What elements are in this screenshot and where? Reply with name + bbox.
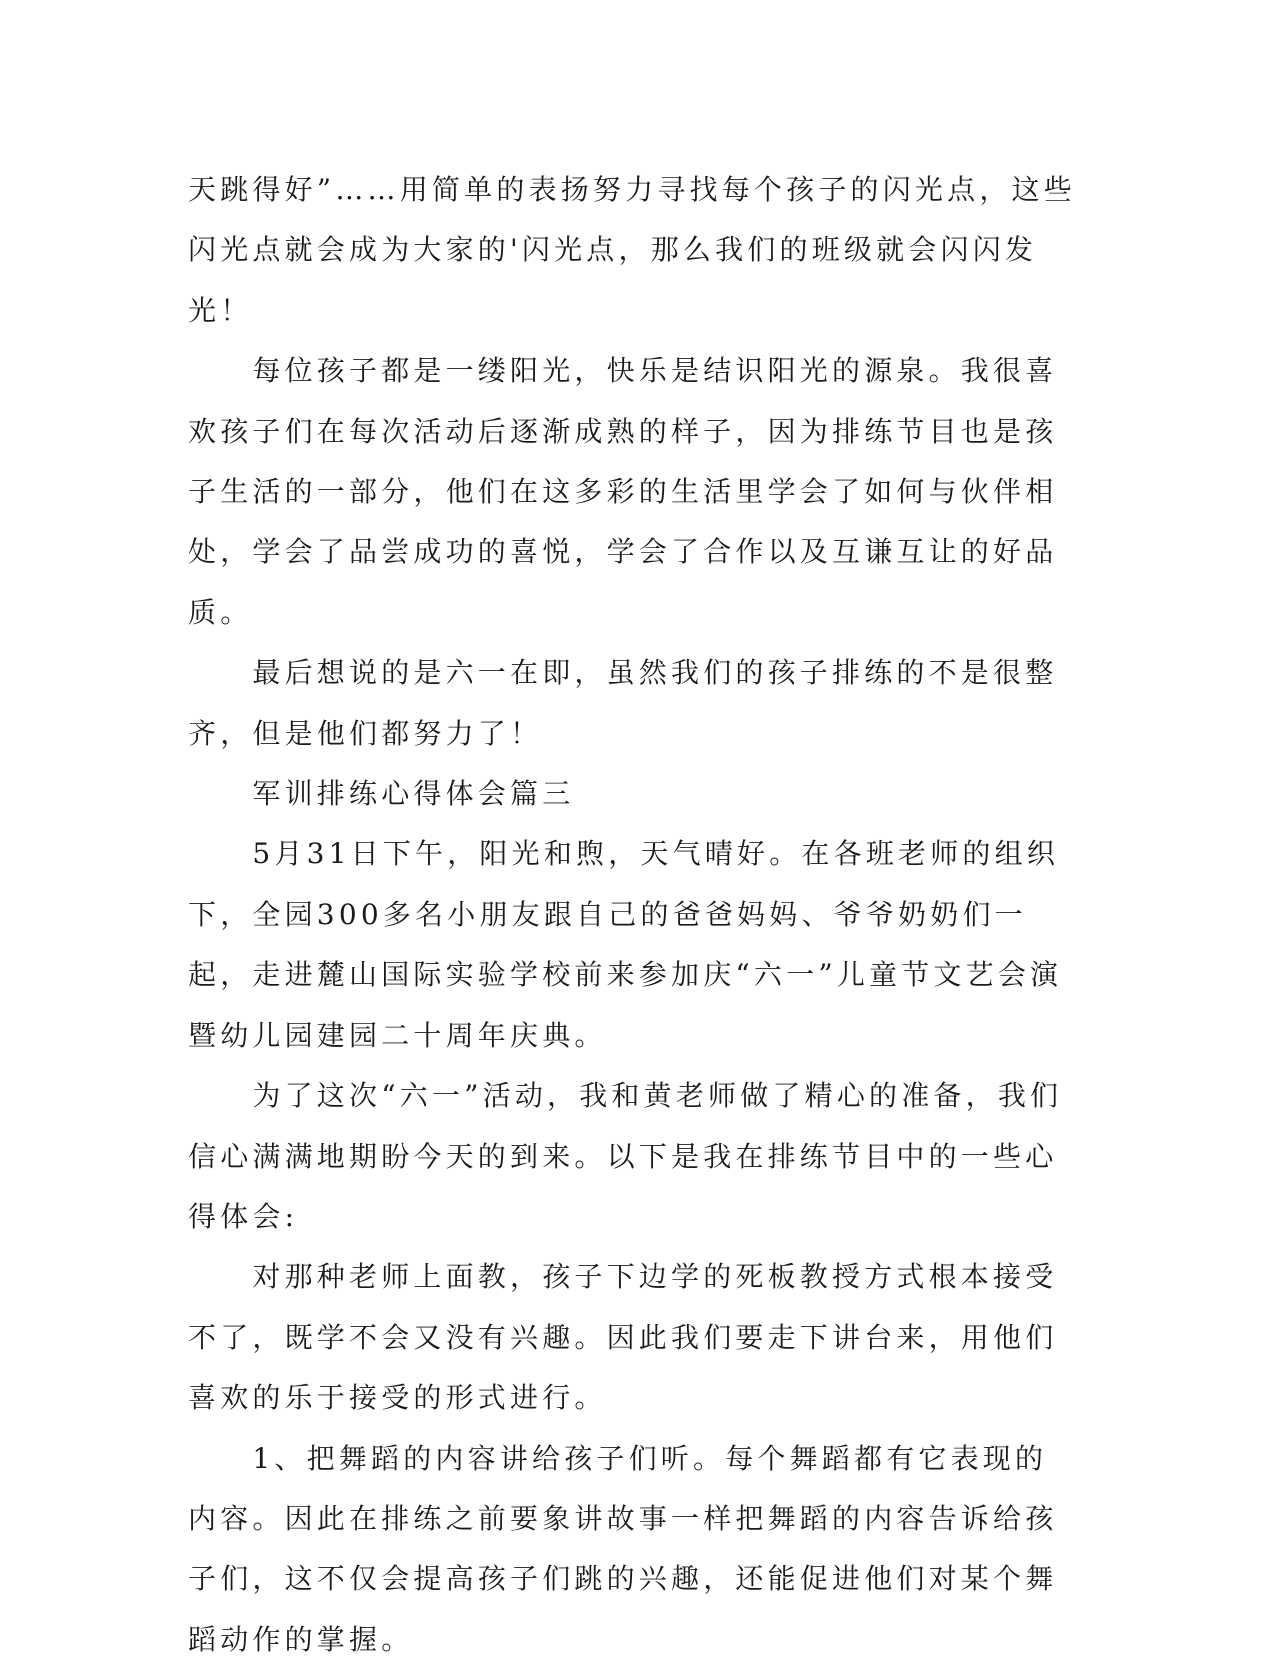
paragraph-teaching-method: 对那种老师上面教，孩子下边学的死板教授方式根本接受不了，既学不会又没有兴趣。因此我们要走下讲台来，用他们喜欢的乐于接受的形式进行。	[188, 1260, 1058, 1415]
paragraph-event: 5月31日下午，阳光和煦，天气晴好。在各班老师的组织下，全园300多名小朋友跟自己的爸爸妈妈、爷爷奶奶们一起，走进麓山国际实验学校前来参加庆“六一”儿童节文艺会演暨幼儿园建园二十周年庆典。	[188, 837, 1063, 1052]
document-body	[188, 160, 1078, 1670]
paragraph-continuation: 天跳得好”……用简单的表扬努力寻找每个孩子的闪光点，这些闪光点就会成为大家的'闪光点，那么我们的班级就会闪闪发光！	[188, 173, 1076, 327]
section-heading: 军训排练心得体会篇三	[252, 777, 575, 811]
paragraph-point-one: 1、把舞蹈的内容讲给孩子们听。每个舞蹈都有它表现的内容。因此在排练之前要象讲故事一样把舞蹈的内容告诉给孩子们，这不仅会提高孩子们跳的兴趣，还能促进他们对某个舞蹈动作的掌握。	[188, 1441, 1058, 1656]
paragraph-preparation: 为了这次“六一”活动，我和黄老师做了精心的准备，我们信心满满地期盼今天的到来。以下是我在排练节目中的一些心得体会:	[188, 1079, 1063, 1233]
paragraph-children-day: 最后想说的是六一在即，虽然我们的孩子排练的不是很整齐，但是他们都努力了！	[188, 656, 1058, 750]
paragraph-sunshine: 每位孩子都是一缕阳光，快乐是结识阳光的源泉。我很喜欢孩子们在每次活动后逐渐成熟的样子，因为排练节目也是孩子生活的一部分，他们在这多彩的生活里学会了如何与伙伴相处，学会了品尝成功的喜悦，学会了合作以及互谦互让的好品质。	[188, 354, 1058, 629]
